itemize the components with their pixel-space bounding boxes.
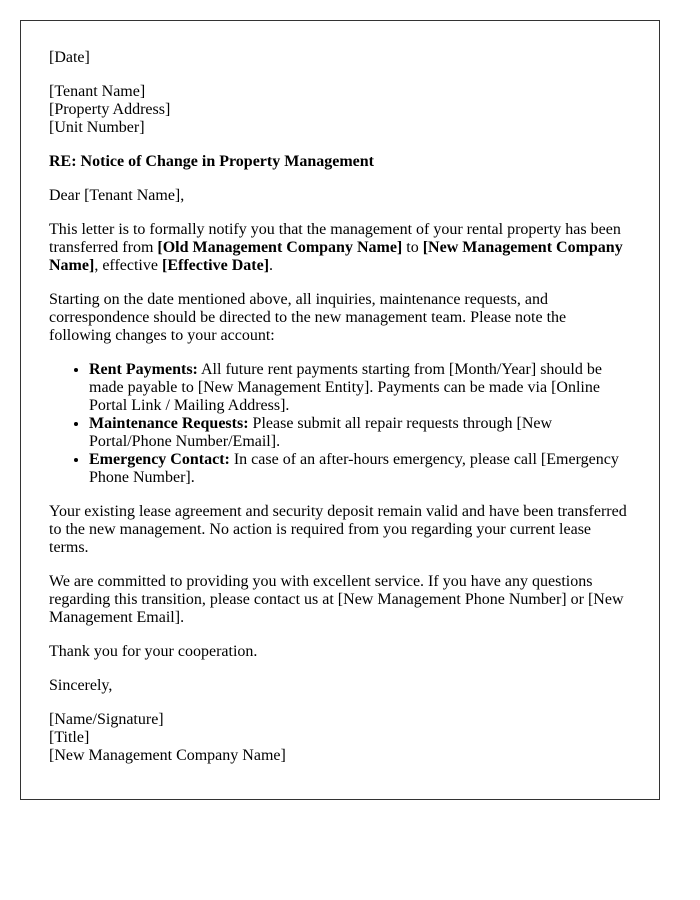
list-item-rent-payments [89, 361, 631, 415]
salutation [49, 187, 631, 205]
letter-date: [Date] [49, 49, 90, 66]
list-item-text: Please submit all repair requests through [New Portal/Phone Number/Email]. [89, 415, 553, 450]
notification-text-part-4: . [269, 257, 274, 274]
new-company-name: [New Management Company Name] [49, 239, 623, 274]
closing-text: Sincerely, [49, 677, 113, 694]
instructions-paragraph [49, 291, 631, 345]
date-block [49, 49, 631, 67]
effective-date: [Effective Date] [161, 257, 270, 274]
recipient-unit-number: [Unit Number] [49, 119, 145, 136]
notification-text-part-3: , effective [94, 257, 162, 274]
notification-text-part-2: to [402, 239, 423, 256]
contact-paragraph [49, 573, 631, 627]
instructions-text: Starting on the date mentioned above, all inquiries, maintenance requests, and correspondence should be directed to the new management team. Please note the following changes to your account: [49, 291, 567, 344]
salutation-text: Dear [Tenant Name], [49, 187, 185, 204]
recipient-property-address: [Property Address] [49, 101, 171, 118]
signature-name: [Name/Signature] [49, 711, 164, 728]
list-item-maintenance-requests [89, 415, 631, 451]
thanks-paragraph [49, 643, 631, 661]
signature-company: [New Management Company Name] [49, 747, 286, 764]
signature-block [49, 711, 631, 765]
contact-text: We are committed to providing you with excellent service. If you have any questions regarding this transition, please contact us at [New Management Phone Number] or [New Management Email]. [49, 573, 624, 626]
recipient-address-block [49, 83, 631, 137]
subject-text: RE: Notice of Change in Property Management [49, 153, 374, 170]
letter-document [20, 20, 660, 800]
list-item-label: Emergency Contact: [89, 451, 230, 468]
account-changes-list [49, 361, 631, 487]
list-item-text: In case of an after-hours emergency, please call [Emergency Phone Number]. [89, 451, 619, 486]
old-company-name: [Old Management Company Name] [157, 239, 403, 256]
closing [49, 677, 631, 695]
subject-line [49, 153, 631, 171]
notification-text [49, 221, 631, 275]
list-item-emergency-contact [89, 451, 631, 487]
lease-paragraph [49, 503, 631, 557]
thanks-text: Thank you for your cooperation. [49, 643, 258, 660]
notification-paragraph [49, 221, 631, 275]
notification-text-part-1: This letter is to formally notify you that the management of your rental property has been transferred from [49, 221, 621, 256]
lease-text: Your existing lease agreement and security deposit remain valid and have been transferred to the new management. No action is required from you regarding your current lease terms. [49, 503, 627, 556]
signature-title: [Title] [49, 729, 90, 746]
list-item-label: Maintenance Requests: [89, 415, 249, 432]
recipient-tenant-name: [Tenant Name] [49, 83, 146, 100]
list-item-text: All future rent payments starting from [Month/Year] should be made payable to [New Management Entity]. Payments can be made via [Online Portal Link / Mailing Address]. [89, 361, 602, 414]
list-item-label: Rent Payments: [89, 361, 198, 378]
